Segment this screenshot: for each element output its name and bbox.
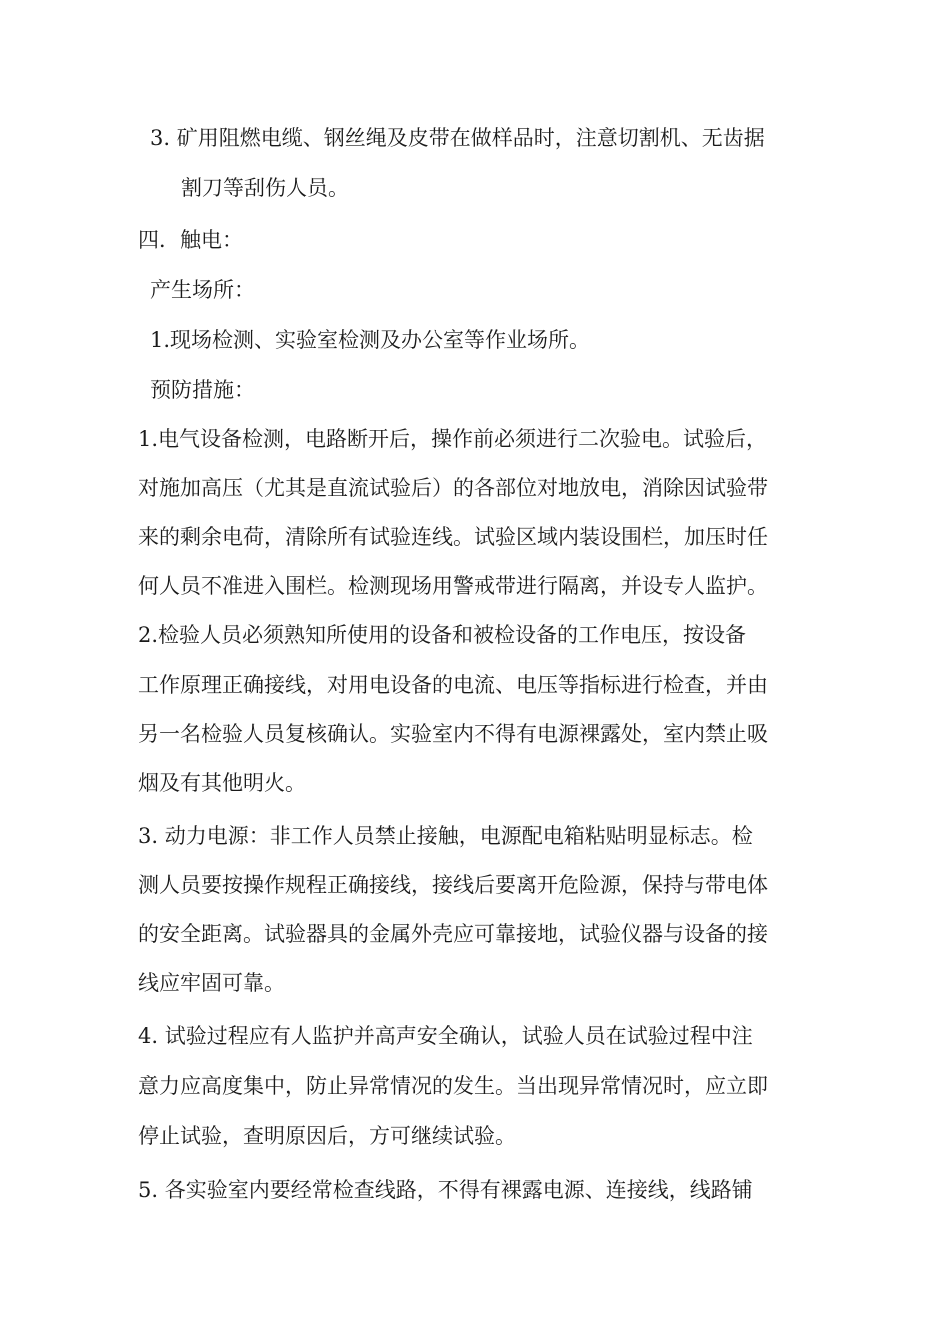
section-heading: 四．触电： [138,228,243,252]
paragraph-line: 1.现场检测、实验室检测及办公室等作业场所。 [150,328,591,352]
paragraph-line: 对施加高压（尤其是直流试验后）的各部位对地放电，消除因试验带 [138,476,768,500]
subheading: 预防措施： [150,378,255,402]
paragraph-line: 意力应高度集中，防止异常情况的发生。当出现异常情况时，应立即 [138,1074,768,1098]
paragraph-line: 线应牢固可靠。 [138,971,285,995]
paragraph-line: 的安全距离。试验器具的金属外壳应可靠接地，试验仪器与设备的接 [138,922,768,946]
paragraph-line: 测人员要按操作规程正确接线，接线后要离开危险源，保持与带电体 [138,873,768,897]
paragraph-line: 何人员不准进入围栏。检测现场用警戒带进行隔离，并设专人监护。 [138,574,768,598]
paragraph-line: 割刀等刮伤人员。 [181,176,349,200]
paragraph-line: 烟及有其他明火。 [138,771,306,795]
paragraph-line: 停止试验，查明原因后，方可继续试验。 [138,1124,516,1148]
paragraph-line: 工作原理正确接线，对用电设备的电流、电压等指标进行检查，并由 [138,673,768,697]
paragraph-line: 另一名检验人员复核确认。实验室内不得有电源裸露处，室内禁止吸 [138,722,768,746]
paragraph-line: 1.电气设备检测，电路断开后，操作前必须进行二次验电。试验后， [138,427,768,451]
paragraph-line: 5. 各实验室内要经常检查线路，不得有裸露电源、连接线，线路铺 [138,1178,753,1202]
paragraph-line: 3. 矿用阻燃电缆、钢丝绳及皮带在做样品时，注意切割机、无齿据 [150,126,765,150]
subheading: 产生场所： [150,278,255,302]
paragraph-line: 2.检验人员必须熟知所使用的设备和被检设备的工作电压，按设备 [138,623,747,647]
paragraph-line: 3. 动力电源：非工作人员禁止接触，电源配电箱粘贴明显标志。检 [138,824,753,848]
paragraph-line: 来的剩余电荷，清除所有试验连线。试验区域内装设围栏，加压时任 [138,525,768,549]
paragraph-line: 4. 试验过程应有人监护并高声安全确认，试验人员在试验过程中注 [138,1024,753,1048]
